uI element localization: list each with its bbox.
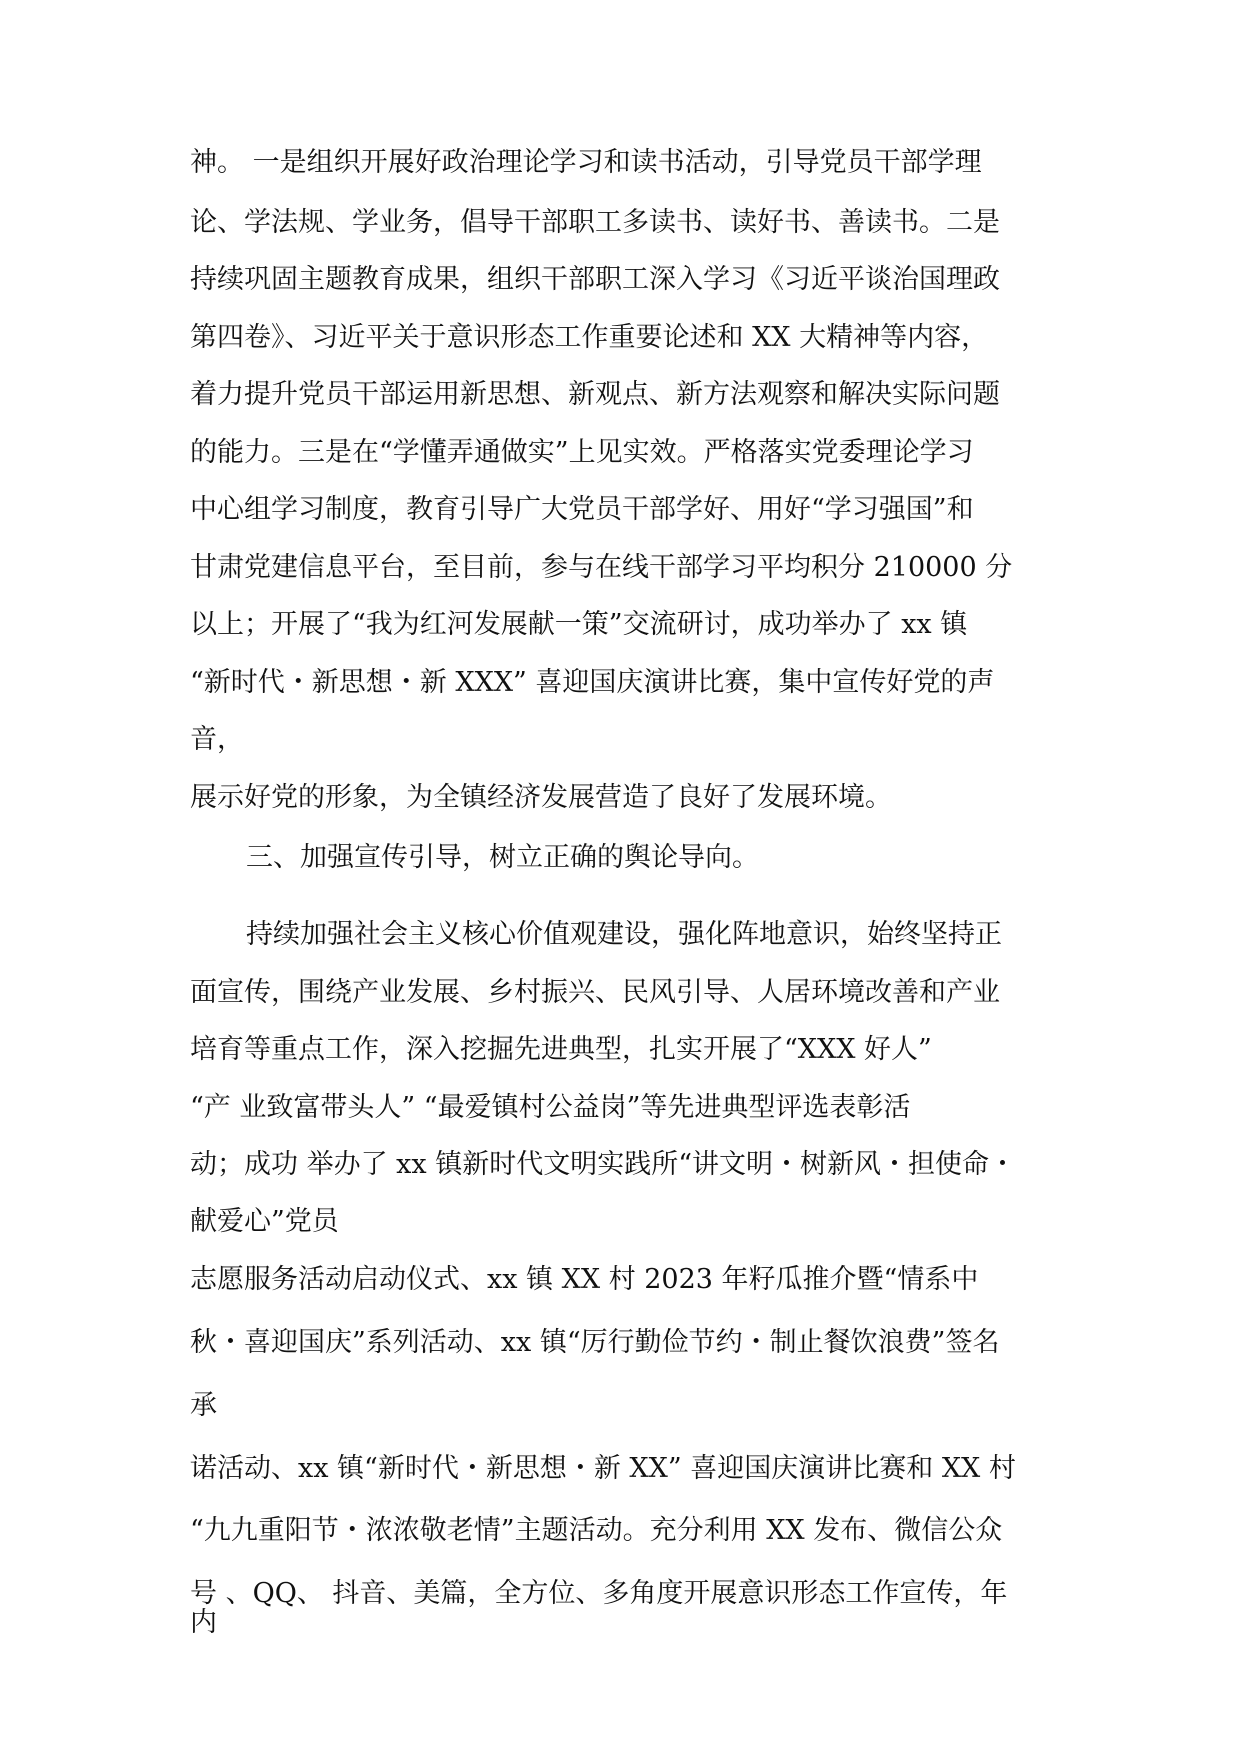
text-line: 培育等重点工作，深入挖掘先进典型，扎实开展了“XXX 好人”	[190, 1034, 932, 1065]
text-line: 志愿服务活动启动仪式、xx 镇 XX 村 2023 年籽瓜推介暨“情系中	[190, 1264, 979, 1295]
text-line: 持续加强社会主义核心价值观建设，强化阵地意识，始终坚持正	[246, 919, 1002, 950]
text-line: 展示好党的形象，为全镇经济发展营造了良好了发展环境。	[190, 782, 892, 813]
text-line: 音，	[190, 724, 244, 755]
text-line: 的能力。三是在“学懂弄通做实”上见实效。严格落实党委理论学习	[190, 437, 974, 468]
text-line: 面宣传，围绕产业发展、乡村振兴、民风引导、人居环境改善和产业	[190, 977, 1000, 1008]
section-heading: 三、加强宣传引导，树立正确的舆论导向。	[246, 842, 759, 873]
text-line: 中心组学习制度，教育引导广大党员干部学好、用好“学习强国”和	[190, 494, 974, 525]
text-line: 神。 一是组织开展好政治理论学习和读书活动，引导党员干部学理	[190, 147, 982, 178]
text-line: “新时代・新思想・新 XXX” 喜迎国庆演讲比赛，集中宣传好党的声	[190, 667, 995, 698]
text-line: 第四卷》、习近平关于意识形态工作重要论述和 XX 大精神等内容，	[190, 322, 989, 353]
text-line: “九九重阳节・浓浓敬老情”主题活动。充分利用 XX 发布、微信公众	[190, 1515, 1003, 1546]
text-line: “产 业致富带头人” “最爱镇村公益岗”等先进典型评选表彰活	[190, 1092, 911, 1123]
text-line: 号 、QQ、 抖音、美篇，全方位、多角度开展意识形态工作宣传，年	[190, 1578, 1008, 1609]
text-line: 持续巩固主题教育成果，组织干部职工深入学习《习近平谈治国理政	[190, 264, 1000, 295]
text-line: 承	[190, 1390, 217, 1421]
text-line: 诺活动、xx 镇“新时代・新思想・新 XX” 喜迎国庆演讲比赛和 XX 村	[190, 1453, 1016, 1484]
text-line: 以上；开展了“我为红河发展献一策”交流研讨，成功举办了 xx 镇	[190, 609, 968, 640]
text-line: 甘肃党建信息平台，至目前，参与在线干部学习平均积分 210000 分	[190, 552, 1013, 583]
text-line: 论、学法规、学业务，倡导干部职工多读书、读好书、善读书。二是	[190, 207, 1000, 238]
text-line: 献爱心”党员	[190, 1206, 339, 1237]
text-line: 动；成功 举办了 xx 镇新时代文明实践所“讲文明・树新风・担使命・	[190, 1149, 1017, 1180]
text-line: 着力提升党员干部运用新思想、新观点、新方法观察和解决实际问题	[190, 379, 1000, 410]
text-line: 内	[190, 1607, 217, 1638]
text-line: 秋・喜迎国庆”系列活动、xx 镇“厉行勤俭节约・制止餐饮浪费”签名	[190, 1327, 1000, 1358]
